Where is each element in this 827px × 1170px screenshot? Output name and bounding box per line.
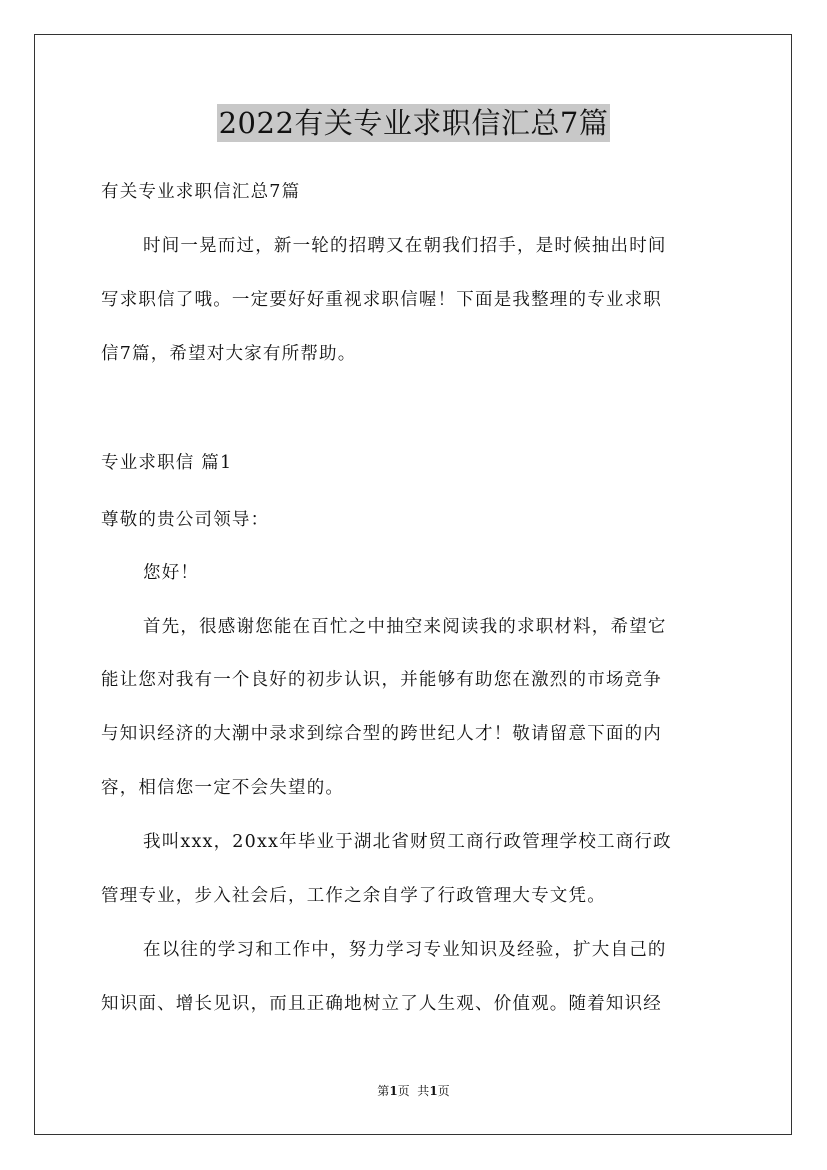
salutation: 尊敬的贵公司领导： [101, 510, 270, 530]
footer-total-pages: 1 [429, 1084, 438, 1098]
section-heading: 专业求职信 篇1 [101, 453, 233, 473]
paragraph-line: 我叫xxx，20xx年毕业于湖北省财贸工商行政管理学校工商行政 [143, 832, 672, 852]
paragraph-line: 信7篇，希望对大家有所帮助。 [101, 344, 357, 364]
footer-suffix: 页 [437, 1084, 450, 1098]
document-title: 2022有关专业求职信汇总7篇 [218, 106, 609, 140]
paragraph-line: 容，相信您一定不会失望的。 [101, 778, 345, 798]
footer-middle: 页 共 [397, 1084, 430, 1098]
paragraph-line: 能让您对我有一个良好的初步认识，并能够有助您在激烈的市场竞争 [101, 670, 662, 690]
subtitle-line: 有关专业求职信汇总7篇 [101, 182, 301, 202]
greeting: 您好！ [143, 563, 200, 583]
page-footer [0, 1083, 827, 1099]
paragraph-line: 时间一晃而过，新一轮的招聘又在朝我们招手，是时候抽出时间 [143, 236, 667, 256]
paragraph-line: 管理专业，步入社会后，工作之余自学了行政管理大专文凭。 [101, 886, 606, 906]
paragraph-line: 在以往的学习和工作中，努力学习专业知识及经验，扩大自己的 [143, 940, 667, 960]
paragraph-line: 写求职信了哦。一定要好好重视求职信喔！下面是我整理的专业求职 [101, 290, 662, 310]
paragraph-line: 与知识经济的大潮中录求到综合型的跨世纪人才！敬请留意下面的内 [101, 724, 662, 744]
footer-prefix: 第 [377, 1084, 390, 1098]
paragraph-line: 首先，很感谢您能在百忙之中抽空来阅读我的求职材料，希望它 [143, 617, 667, 637]
title-container [0, 104, 827, 142]
footer-page-number: 1 [389, 1084, 398, 1098]
paragraph-line: 知识面、增长见识，而且正确地树立了人生观、价值观。随着知识经 [101, 994, 662, 1014]
